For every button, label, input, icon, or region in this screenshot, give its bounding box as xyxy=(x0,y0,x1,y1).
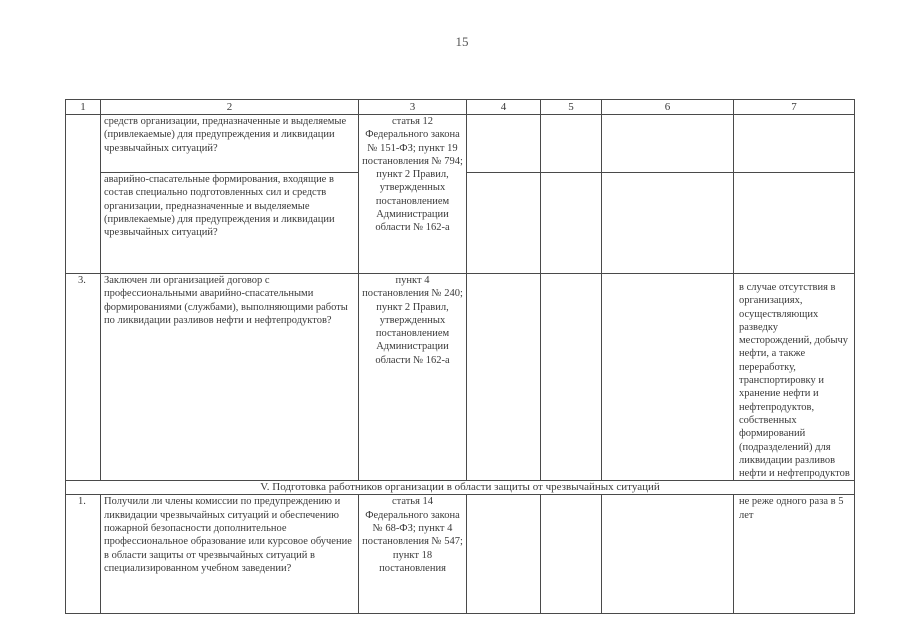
section-title: V. Подготовка работников организации в области защиты от чрезвычайных ситуаций xyxy=(66,481,855,495)
no-cell xyxy=(541,115,602,173)
note-cell xyxy=(734,115,855,173)
header-col-1: 1 xyxy=(66,100,101,115)
not-applicable-cell xyxy=(602,274,734,481)
question-cell: средств организации, предназначенные и выделяемые (привлекаемые) для предупреждения и ликвидации чрезвычайных ситуаций? xyxy=(101,115,359,173)
header-col-4: 4 xyxy=(467,100,541,115)
header-col-5: 5 xyxy=(541,100,602,115)
note-cell xyxy=(734,173,855,274)
section-header-row xyxy=(66,481,855,495)
no-cell xyxy=(541,274,602,481)
header-col-6: 6 xyxy=(602,100,734,115)
legal-basis-cell: статья 12 Федерального закона № 151-ФЗ; пункт 19 постановления № 794; пункт 2 Правил, утвержденных постановлением Администрации области № 162-а xyxy=(359,115,467,274)
no-cell xyxy=(541,495,602,614)
not-applicable-cell xyxy=(602,115,734,173)
legal-basis-cell: статья 14 Федерального закона № 68-ФЗ; пункт 4 постановления № 547; пункт 18 постановления xyxy=(359,495,467,614)
row-number-cell: 3. xyxy=(66,274,101,481)
yes-cell xyxy=(467,173,541,274)
yes-cell xyxy=(467,115,541,173)
question-cell: Получили ли члены комиссии по предупреждению и ликвидации чрезвычайных ситуаций и обеспечению пожарной безопасности дополнительное профессиональное образование или курсовое обучение в области защиты от чрезвычайных ситуаций в специализированном учебном заведении? xyxy=(101,495,359,614)
header-col-7: 7 xyxy=(734,100,855,115)
inspection-table xyxy=(65,99,855,614)
table-row xyxy=(66,274,855,481)
header-col-2: 2 xyxy=(101,100,359,115)
yes-cell xyxy=(467,274,541,481)
yes-cell xyxy=(467,495,541,614)
note-cell: не реже одного раза в 5 лет xyxy=(734,495,855,614)
question-cell: аварийно-спасательные формирования, входящие в состав специально подготовленных сил и средств организации, предназначенные и выделяемые (привлекаемые) для предупреждения и ликвидации чрезвычайных ситуаций? xyxy=(101,173,359,274)
no-cell xyxy=(541,173,602,274)
legal-basis-cell: пункт 4 постановления № 240; пункт 2 Правил, утвержденных постановлением Администрации области № 162-а xyxy=(359,274,467,481)
header-row xyxy=(66,100,855,115)
table-row xyxy=(66,495,855,614)
row-number-cell xyxy=(66,115,101,274)
not-applicable-cell xyxy=(602,495,734,614)
table-row xyxy=(66,115,855,173)
header-col-3: 3 xyxy=(359,100,467,115)
question-cell: Заключен ли организацией договор с профессиональными аварийно-спасательными формированиями (службами), выполняющими работы по ликвидации разливов нефти и нефтепродуктов? xyxy=(101,274,359,481)
row-number-cell: 1. xyxy=(66,495,101,614)
note-cell: в случае отсутствия в организациях, осуществляющих разведку месторождений, добычу нефти, а также переработку, транспортировку и хранение нефти и нефтепродуктов, собственных формирований (подразделений) для ликвидации разливов нефти и нефтепродуктов xyxy=(734,274,855,481)
not-applicable-cell xyxy=(602,173,734,274)
page-number: 15 xyxy=(455,34,469,49)
